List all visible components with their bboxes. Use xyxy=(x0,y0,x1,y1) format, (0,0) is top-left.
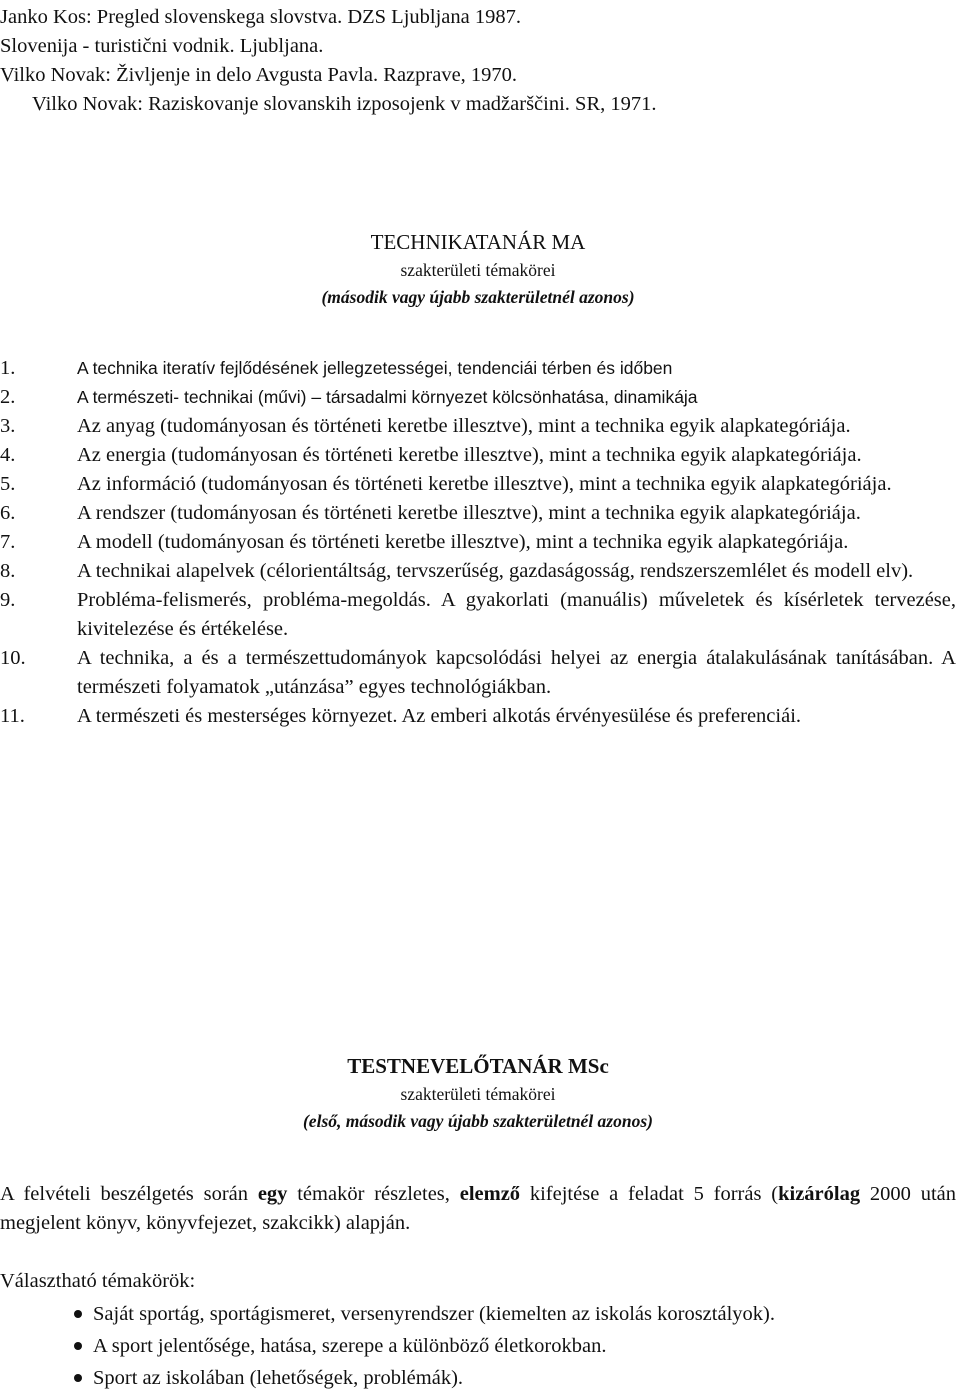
topic-item xyxy=(0,702,956,731)
intro-text: A felvételi beszélgetés során xyxy=(0,1183,258,1205)
topic-text: Az energia (tudományosan és történeti keretbe illesztve), mint a technika egyik alapkategóriája. xyxy=(77,444,862,466)
bullet-icon xyxy=(74,1342,82,1350)
topic-number: 5. xyxy=(0,473,16,495)
reference-line: Janko Kos: Pregled slovenskega slovstva. DZS Ljubljana 1987. xyxy=(0,6,521,28)
topic-item xyxy=(0,470,956,499)
topic-number: 6. xyxy=(0,502,16,524)
reference-line: Vilko Novak: Življenje in delo Avgusta Pavla. Razprave, 1970. xyxy=(0,64,518,86)
topic-item xyxy=(0,441,956,470)
topic-number: 9. xyxy=(0,589,16,611)
bullet-text: Sport az iskolában (lehetőségek, problémák). xyxy=(93,1367,464,1389)
intro-paragraph xyxy=(0,1180,956,1238)
choice-label: Választható témakörök: xyxy=(0,1270,196,1292)
topic-text: A természeti és mesterséges környezet. Az emberi alkotás érvényesülése és preferenciái. xyxy=(77,705,802,727)
reference-line: Vilko Novak: Raziskovanje slovanskih izposojenk v madžarščini. SR, 1971. xyxy=(32,93,657,115)
reference-line: Slovenija - turistični vodnik. Ljubljana. xyxy=(0,35,324,57)
intro-emphasis: kizárólag xyxy=(778,1183,861,1205)
topic-text: A természeti- technikai (művi) – társadalmi környezet kölcsönhatása, dinamikája xyxy=(77,387,698,407)
topic-number: 10. xyxy=(0,647,26,669)
topic-item xyxy=(0,644,956,702)
bullet-icon xyxy=(74,1310,82,1318)
intro-text: 2000 után megjelent könyv, könyvfejezet, szakcikk) alapján. xyxy=(0,1183,957,1234)
topic-item xyxy=(0,383,956,412)
section-subtitle: szakterületi témakörei xyxy=(400,1084,556,1104)
topic-text: Probléma-felismerés, probléma-megoldás. A gyakorlati (manuális) műveletek és kísérletek tervezése, kivitelezése és értékelése. xyxy=(77,589,956,640)
intro-text: témakör részletes, xyxy=(287,1183,460,1205)
topic-number: 3. xyxy=(0,415,16,437)
topic-item xyxy=(0,499,956,528)
topic-number: 4. xyxy=(0,444,16,466)
topic-number: 11. xyxy=(0,705,25,727)
topic-item xyxy=(0,557,956,586)
topic-number: 1. xyxy=(0,357,16,379)
topic-number: 7. xyxy=(0,531,16,553)
topic-item xyxy=(0,354,956,383)
section-subtitle: szakterületi témakörei xyxy=(400,260,556,280)
intro-emphasis: egy xyxy=(257,1183,288,1205)
topic-text: A modell (tudományosan és történeti keretbe illesztve), mint a technika egyik alapkategóriája. xyxy=(77,531,849,553)
reference-list xyxy=(0,3,940,119)
section-heading-testneveles xyxy=(0,1052,956,1135)
bullet-text: A sport jelentősége, hatása, szerepe a különböző életkorokban. xyxy=(93,1335,607,1357)
topic-item xyxy=(0,412,956,441)
topic-number: 2. xyxy=(0,386,16,408)
topic-text: A rendszer (tudományosan és történeti keretbe illesztve), mint a technika egyik alapkategóriája. xyxy=(77,502,861,524)
topic-text: A technika iteratív fejlődésének jellegzetességei, tendenciái térben és időben xyxy=(77,358,673,378)
topic-text: A technikai alapelvek (célorientáltság, tervszerűség, gazdaságosság, rendszerszemlélet és modell elv). xyxy=(77,560,914,582)
topic-item xyxy=(0,528,956,557)
section-title: TECHNIKATANÁR MA xyxy=(370,230,586,254)
topic-number: 8. xyxy=(0,560,16,582)
bullet-item xyxy=(0,1298,956,1330)
topic-item xyxy=(0,586,956,644)
topic-text: A technika, a és a természettudományok kapcsolódási helyei az energia átalakulásának tanításában. A természeti folyamatok „utánzása” egyes technológiákban. xyxy=(77,647,956,698)
topic-text: Az anyag (tudományosan és történeti keretbe illesztve), mint a technika egyik alapkategóriája. xyxy=(77,415,851,437)
bullet-list xyxy=(0,1298,956,1394)
section-note: (első, második vagy újabb szakterületnél azonos) xyxy=(302,1111,653,1131)
intro-text: kifejtése a feladat 5 forrás ( xyxy=(520,1183,779,1205)
section-title: TESTNEVELŐTANÁR MSc xyxy=(347,1054,609,1078)
bullet-icon xyxy=(74,1374,82,1382)
bullet-item xyxy=(0,1330,956,1362)
bullet-item xyxy=(0,1362,956,1394)
topic-list xyxy=(0,354,956,731)
topic-text: Az információ (tudományosan és történeti keretbe illesztve), mint a technika egyik alapkategóriája. xyxy=(77,473,892,495)
intro-emphasis: elemző xyxy=(459,1183,521,1205)
bullet-text: Saját sportág, sportágismeret, versenyrendszer (kiemelten az iskolás korosztályok). xyxy=(93,1303,775,1325)
section-note: (második vagy újabb szakterületnél azonos) xyxy=(321,287,635,307)
section-heading-technika xyxy=(0,228,956,311)
